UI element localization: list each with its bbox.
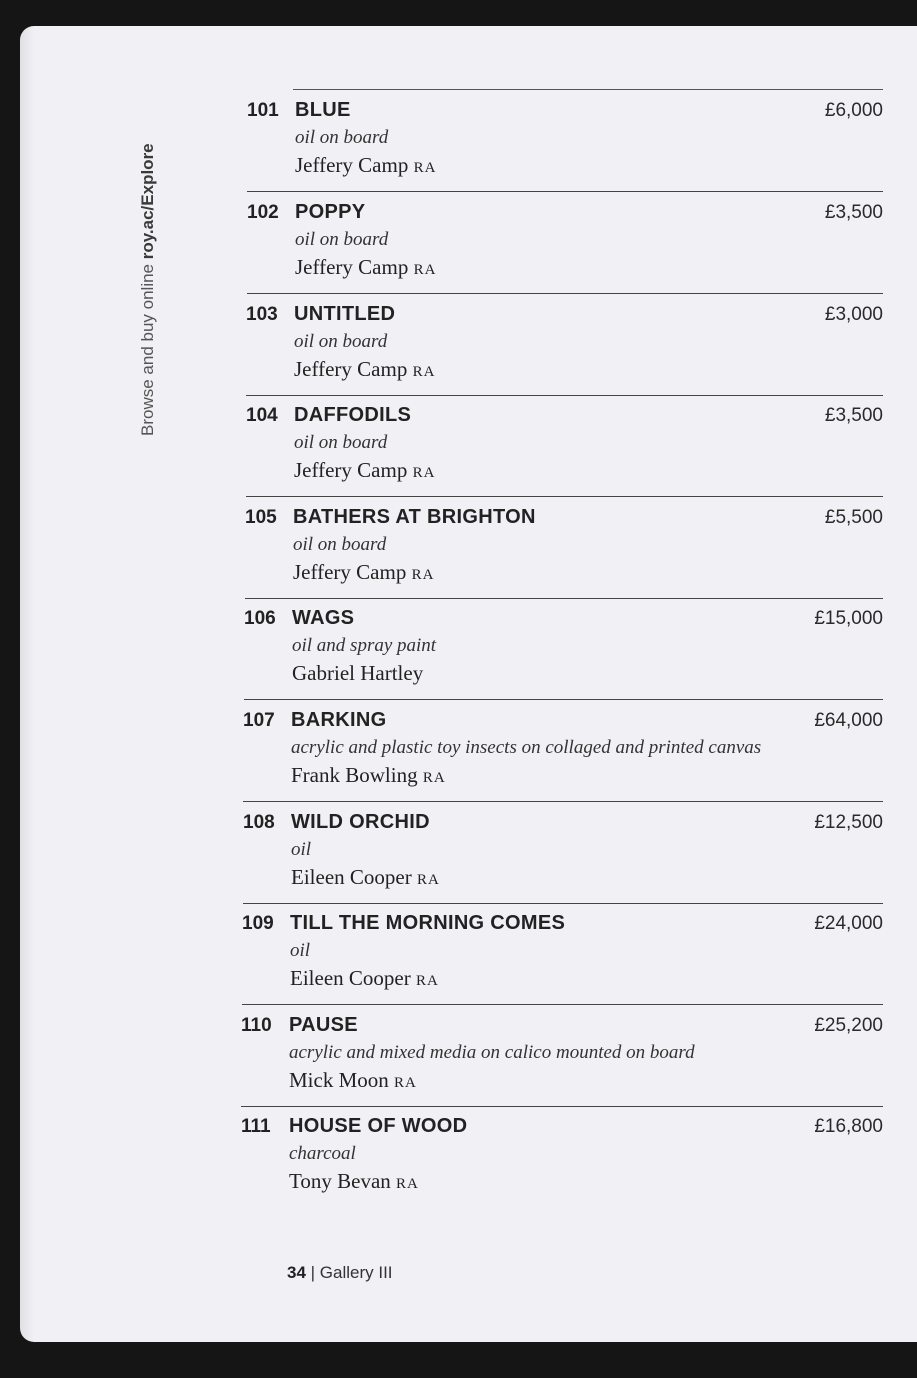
artist-suffix: RA [415, 973, 439, 989]
entry-price: £25,200 [814, 1015, 883, 1036]
artist-suffix: RA [396, 1176, 419, 1192]
entry-number: 103 [246, 304, 278, 325]
entry-title: PAUSE [289, 1014, 358, 1036]
page-number: 34 [287, 1263, 306, 1282]
page-footer [287, 1263, 393, 1283]
entry-price: £3,000 [824, 304, 883, 325]
entry-artist [289, 1169, 419, 1194]
entry-title: TILL THE MORNING COMES [290, 912, 566, 934]
entry-price: £24,000 [814, 913, 883, 934]
browse-note-text: Browse and buy online [138, 259, 157, 436]
entry-title: HOUSE OF WOOD [289, 1115, 468, 1137]
explore-link[interactable]: roy.ac/Explore [138, 143, 157, 260]
entry-medium: oil on board [295, 229, 389, 250]
entry-price: £16,800 [814, 1116, 883, 1137]
entry-medium: acrylic and plastic toy insects on collaged and printed canvas [291, 737, 762, 758]
artist-name: Eileen Cooper [291, 865, 412, 889]
entry-number: 110 [241, 1015, 272, 1036]
entry-price: £3,500 [824, 202, 883, 223]
artist-suffix: RA [412, 465, 436, 481]
entry-medium: oil and spray paint [292, 635, 437, 656]
artist-name: Eileen Cooper [290, 966, 411, 990]
entry-price: £5,500 [824, 507, 883, 528]
entry-number: 109 [242, 913, 274, 934]
entry-artist [293, 560, 434, 585]
entry-medium: oil on board [295, 127, 389, 148]
entry-title: UNTITLED [294, 303, 396, 325]
catalogue-entry [241, 1106, 883, 1207]
entry-medium: oil on board [294, 432, 388, 453]
entry-medium: oil [291, 839, 312, 860]
artist-name: Jeffery Camp [294, 357, 408, 381]
entry-title: BATHERS AT BRIGHTON [293, 506, 536, 528]
entry-artist [291, 763, 446, 788]
catalogue-entry [241, 1005, 883, 1107]
catalogue-entry [242, 903, 883, 1005]
artist-suffix: RA [422, 770, 446, 786]
artist-name: Frank Bowling [291, 763, 418, 787]
entry-artist [294, 357, 435, 382]
entry-artist [294, 458, 435, 483]
entry-title: BLUE [295, 99, 351, 121]
entry-artist [289, 1068, 417, 1093]
catalogue-entry [245, 497, 883, 599]
entry-medium: oil [290, 940, 311, 961]
entry-artist [295, 255, 436, 280]
entry-medium: charcoal [289, 1143, 356, 1164]
artist-name: Jeffery Camp [294, 458, 408, 482]
entry-number: 104 [246, 405, 278, 426]
entry-artist [295, 153, 436, 178]
artist-suffix: RA [413, 262, 437, 278]
catalogue-entry [247, 90, 883, 192]
artist-name: Jeffery Camp [295, 153, 409, 177]
entry-price: £3,500 [824, 405, 883, 426]
artist-name: Tony Bevan [289, 1169, 391, 1193]
catalogue-entry [246, 294, 883, 396]
browse-online-note [138, 143, 158, 436]
artist-name: Jeffery Camp [295, 255, 409, 279]
entry-price: £12,500 [814, 812, 883, 833]
entry-price: £6,000 [824, 100, 883, 121]
catalogue-entry [244, 598, 883, 700]
catalogue-entry [243, 700, 883, 802]
entry-title: WILD ORCHID [291, 811, 430, 833]
entry-price: £64,000 [814, 710, 883, 731]
artist-suffix: RA [413, 160, 437, 176]
entry-artist [290, 966, 439, 991]
entry-number: 107 [243, 710, 275, 731]
entry-price: £15,000 [814, 608, 883, 629]
artist-suffix: RA [412, 364, 436, 380]
entry-number: 111 [241, 1116, 271, 1137]
entry-medium: acrylic and mixed media on calico mounted on board [289, 1042, 695, 1063]
entry-title: WAGS [292, 607, 355, 629]
catalogue-entry [247, 192, 883, 294]
artist-name: Jeffery Camp [293, 560, 407, 584]
entry-number: 106 [244, 608, 276, 629]
entry-title: POPPY [295, 201, 366, 223]
artist-name: Mick Moon [289, 1068, 389, 1092]
artist-suffix: RA [411, 567, 435, 583]
entry-title: BARKING [291, 709, 387, 731]
entry-number: 105 [245, 507, 277, 528]
entry-medium: oil on board [293, 534, 387, 555]
gallery-label: | Gallery III [305, 1263, 393, 1282]
catalogue-entry [246, 395, 883, 497]
artist-name: Gabriel Hartley [292, 661, 424, 685]
catalogue-entry [243, 802, 883, 904]
entry-number: 108 [243, 812, 275, 833]
entry-number: 102 [247, 202, 279, 223]
artist-suffix: RA [416, 872, 440, 888]
artist-suffix: RA [394, 1075, 417, 1091]
entry-medium: oil on board [294, 331, 388, 352]
entry-number: 101 [247, 100, 279, 121]
entry-artist [292, 661, 423, 686]
page-binding-shadow [20, 26, 34, 1342]
entry-title: DAFFODILS [294, 404, 412, 426]
entry-artist [291, 865, 440, 890]
